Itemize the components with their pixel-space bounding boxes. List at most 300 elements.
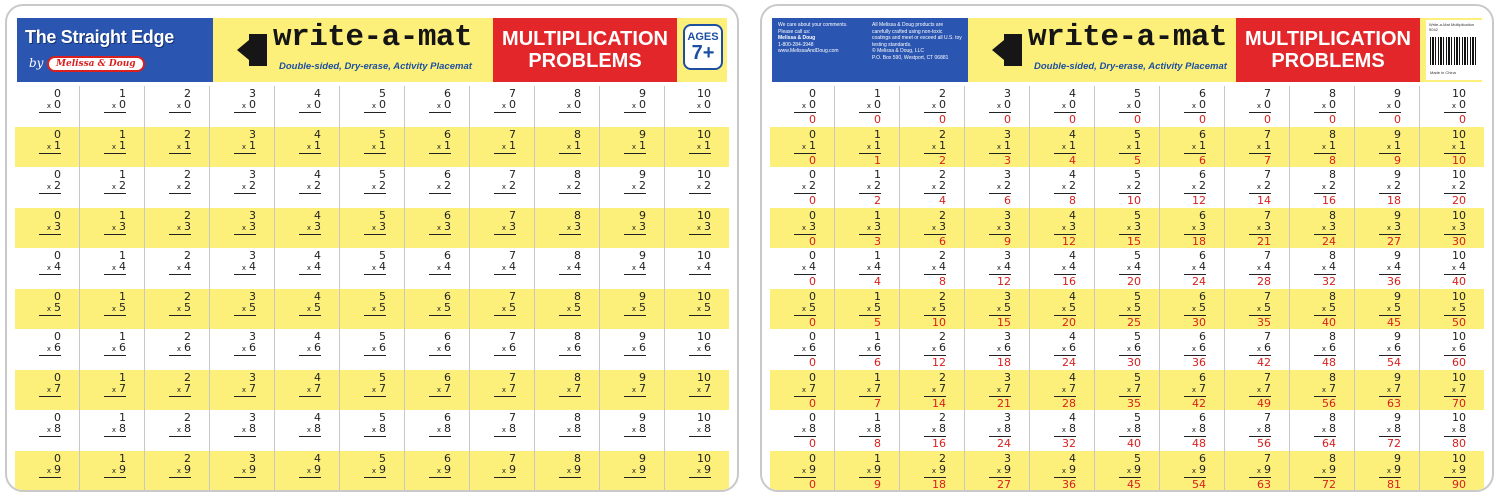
times-sign: x [46,426,51,434]
product-answer: 0 [809,275,816,288]
multiplicand: 6 [1199,370,1206,384]
times-sign: x [1061,223,1066,232]
problem-cell [405,289,470,330]
multiplicand: 7 [509,330,516,343]
times-sign: x [566,223,571,232]
multiplication-problem [1314,169,1336,206]
multiplication-problem [689,412,711,437]
product-answer: 40 [1322,315,1336,329]
multiplicand: 1 [874,370,881,384]
times-sign: x [501,264,506,272]
multiplier: 0 [1459,98,1466,111]
multiplier-line [169,342,191,356]
product-answer: 80 [1452,437,1466,450]
multiplier-line [104,383,126,397]
multiplier-line [689,302,711,316]
multiplier-line [689,423,711,437]
times-sign: x [1126,426,1131,434]
multiplier-line [39,140,61,154]
multiplicand: 0 [54,87,61,100]
multiplier: 5 [574,300,581,314]
times-sign: x [696,466,701,475]
times-sign: x [1061,304,1066,313]
problem-cell [210,289,275,330]
times-sign: x [1256,426,1261,434]
multiplication-problem [1249,372,1271,409]
multiplication-problem [1314,291,1336,328]
multiplier-line [1379,383,1401,397]
problem-cell [145,329,210,370]
multiplication-problem [234,372,256,397]
problem-cell [15,248,80,289]
melissa-doug-logo-small: Melissa & Doug [778,35,816,41]
problem-cell [80,451,145,492]
times-sign: x [241,264,246,272]
times-sign: x [436,304,441,313]
product-answer: 35 [1127,396,1141,410]
product-answer: 32 [1062,437,1076,450]
multiplicand: 10 [1452,168,1466,181]
multiplication-problem [624,291,646,316]
multiplier-line [234,180,256,194]
multiplier-line [1379,99,1401,113]
multiplicand: 8 [574,451,581,465]
multiplier-line [1379,302,1401,316]
multiplicand: 1 [874,451,881,465]
multiplier: 4 [314,260,321,273]
multiplier: 5 [939,300,946,314]
multiplier-line [689,99,711,113]
multiplier-line [104,99,126,113]
multiplication-problem [39,331,61,356]
multiplication-problem [39,169,61,194]
problem-cell [405,370,470,411]
barcode-icon [1430,37,1478,65]
times-sign: x [1321,142,1326,151]
multiplier: 7 [1394,381,1401,395]
multiplier: 6 [1394,341,1401,354]
multiplication-problem [794,331,816,368]
times-sign: x [111,426,116,434]
problem-cell [900,86,965,127]
product-answer: 30 [1452,234,1466,248]
multiplication-problem [989,372,1011,409]
product-answer: 40 [1452,275,1466,288]
multiplier: 8 [1004,422,1011,435]
multiplication-problem [1119,250,1141,287]
problem-cell [1225,167,1290,208]
multiplier: 2 [704,179,711,192]
problem-cell [1030,127,1095,168]
multiplication-problem [924,129,946,166]
product-answer: 0 [1134,113,1141,126]
multiplier: 4 [809,260,816,273]
multiplier-line [494,221,516,235]
multiplicand: 8 [1329,330,1336,343]
problem-cell [770,410,835,451]
multiplier-line [1444,221,1466,235]
multiplier: 1 [939,138,946,152]
product-answer: 0 [1199,113,1206,126]
product-answer: 18 [1387,194,1401,207]
multiplier: 9 [1069,462,1076,476]
multiplicand: 9 [639,289,646,303]
times-sign: x [1451,426,1456,434]
times-sign: x [1191,142,1196,151]
problem-cell [15,167,80,208]
product-answer: 12 [997,275,1011,288]
multiplier: 5 [1264,300,1271,314]
multiplier-line [1444,342,1466,356]
multiplicand: 0 [54,289,61,303]
product-answer: 16 [1062,275,1076,288]
multiplication-problem [234,331,256,356]
times-sign: x [866,345,871,353]
times-sign: x [501,345,506,353]
times-sign: x [1386,223,1391,232]
multiplication-problem [169,250,191,275]
multiplication-problem [1119,88,1141,125]
multiplicand: 10 [1452,370,1466,384]
multiplicand: 1 [119,249,126,262]
multiplier: 0 [639,98,646,111]
multiplier-line [1314,221,1336,235]
problem-cell [470,208,535,249]
product-answer: 48 [1192,437,1206,450]
multiplier-line [494,383,516,397]
multiplicand: 9 [639,208,646,222]
multiplication-problem [689,129,711,154]
multiplication-problem [169,210,191,235]
multiplier: 1 [809,138,816,152]
multiplier: 2 [184,179,191,192]
product-answer: 56 [1257,437,1271,450]
multiplication-problem [794,372,816,409]
multiplicand: 3 [1004,411,1011,424]
times-sign: x [1126,345,1131,353]
multiplier: 6 [939,341,946,354]
multiplicand: 0 [54,451,61,465]
times-sign: x [1321,385,1326,394]
problem-cell [1225,208,1290,249]
multiplicand: 7 [509,168,516,181]
times-sign: x [241,385,246,394]
phone-number: 1-800-284-3948 [778,41,814,48]
multiplicand: 10 [697,249,711,262]
multiplicand: 0 [54,249,61,262]
multiplication-problem [169,412,191,437]
problem-cell [1355,370,1420,411]
times-sign: x [1126,466,1131,475]
multiplier: 2 [639,179,646,192]
multiplicand: 2 [184,127,191,141]
times-sign: x [1061,183,1066,191]
product-answer: 0 [1459,113,1466,126]
times-sign: x [696,426,701,434]
times-sign: x [436,466,441,475]
times-sign: x [46,264,51,272]
multiplication-problem [624,250,646,275]
problem-cell [665,167,729,208]
product-answer: 7 [874,396,881,410]
times-sign: x [1191,183,1196,191]
multiplicand: 9 [639,411,646,424]
times-sign: x [566,466,571,475]
multiplication-problem [429,250,451,275]
multiplier-line [1379,180,1401,194]
problem-cell [1030,410,1095,451]
multiplier: 0 [704,98,711,111]
times-sign: x [241,183,246,191]
multiplier-line [1249,302,1271,316]
multiplier: 9 [704,462,711,476]
multiplier-line [299,342,321,356]
problem-cell [770,167,835,208]
times-sign: x [931,426,936,434]
multiplicand: 0 [809,208,816,222]
multiplicand: 5 [379,87,386,100]
multiplier-line [39,464,61,478]
multiplicand: 10 [1452,330,1466,343]
multiplication-problem [1054,331,1076,368]
product-answer: 20 [1127,275,1141,288]
times-sign: x [46,345,51,353]
multiplication-problem [1444,210,1466,247]
multiplication-problem [1249,412,1271,449]
problem-cell [145,410,210,451]
times-sign: x [371,385,376,394]
problem-cell [665,410,729,451]
multiplier: 2 [119,179,126,192]
multiplier: 5 [1329,300,1336,314]
times-sign: x [306,223,311,232]
problem-cell [1160,86,1225,127]
problem-cell [275,167,340,208]
multiplicand: 10 [697,289,711,303]
multiplication-problem [429,88,451,113]
times-sign: x [501,223,506,232]
multiplier: 5 [379,300,386,314]
multiplier-line [559,302,581,316]
multiplication-problem [234,210,256,235]
multiplication-problem [689,453,711,478]
multiplicand: 10 [1452,451,1466,465]
multiplication-problem [859,291,881,328]
multiplication-problem [559,250,581,275]
multiplicand: 7 [1264,249,1271,262]
multiplicand: 8 [574,289,581,303]
multiplier-line [1184,261,1206,275]
multiplier-line [1119,464,1141,478]
multiplier-line [1054,221,1076,235]
multiplier-line [364,342,386,356]
product-answer: 9 [874,477,881,491]
problem-row [15,370,729,411]
times-sign: x [566,102,571,110]
problem-cell [1030,329,1095,370]
multiplier: 8 [874,422,881,435]
info-box [772,18,968,82]
product-subtitle: Double-sided, Dry-erase, Activity Placemat [1034,61,1227,72]
problem-cell [15,410,80,451]
problem-cell [1030,248,1095,289]
ages-value: 7+ [691,42,715,64]
multiplier: 8 [1134,422,1141,435]
product-answer: 0 [809,437,816,450]
multiplication-problem [234,129,256,154]
problem-row [15,248,729,289]
multiplier: 1 [1004,138,1011,152]
problem-grid-back [770,86,1484,491]
problem-cell [1420,86,1484,127]
multiplier: 8 [1069,422,1076,435]
multiplier-line [104,464,126,478]
multiplier-line [299,261,321,275]
times-sign: x [1256,142,1261,151]
multiplier: 0 [574,98,581,111]
times-sign: x [801,345,806,353]
multiplier-line [924,180,946,194]
multiplier-line [859,99,881,113]
problem-cell [665,329,729,370]
multiplicand: 0 [809,451,816,465]
problem-row [770,451,1484,492]
multiplicand: 7 [1264,411,1271,424]
multiplication-problem [39,453,61,478]
multiplier-line [1054,180,1076,194]
multiplicand: 7 [509,208,516,222]
problem-cell [535,167,600,208]
multiplier: 5 [639,300,646,314]
problem-row [770,86,1484,127]
multiplication-problem [1249,331,1271,368]
multiplicand: 9 [1394,451,1401,465]
multiplier: 1 [1199,138,1206,152]
problem-cell [15,289,80,330]
multiplicand: 10 [1452,289,1466,303]
times-sign: x [241,223,246,232]
multiplier: 3 [1069,219,1076,233]
problem-cell [405,410,470,451]
multiplier: 6 [1134,341,1141,354]
multiplicand: 4 [314,208,321,222]
problem-cell [900,329,965,370]
multiplier-line [1249,180,1271,194]
multiplier-line [1249,140,1271,154]
multiplicand: 7 [509,249,516,262]
multiplication-problem [234,169,256,194]
multiplier: 4 [574,260,581,273]
multiplier: 3 [119,219,126,233]
problem-cell [15,208,80,249]
safety-info [872,22,962,61]
multiplier-line [859,221,881,235]
multiplier-line [234,342,256,356]
multiplication-problem [859,453,881,490]
product-answer: 0 [1069,113,1076,126]
multiplication-problem [1184,331,1206,368]
multiplication-problem [494,250,516,275]
product-answer: 48 [1322,356,1336,369]
multiplier: 3 [874,219,881,233]
times-sign: x [631,102,636,110]
multiplier-line [39,423,61,437]
times-sign: x [1126,264,1131,272]
multiplication-problem [299,412,321,437]
product-answer: 45 [1387,315,1401,329]
multiplier-line [924,423,946,437]
times-sign: x [111,142,116,151]
times-sign: x [1061,466,1066,475]
multiplier-line [1444,464,1466,478]
problem-cell [965,208,1030,249]
multiplication-problem [1184,453,1206,490]
multiplication-problem [1379,412,1401,449]
multiplier: 2 [54,179,61,192]
multiplication-problem [559,210,581,235]
multiplicand: 7 [1264,87,1271,100]
multiplication-problem [299,129,321,154]
product-answer: 16 [1322,194,1336,207]
product-answer: 81 [1387,477,1401,491]
problem-cell [835,329,900,370]
times-sign: x [801,264,806,272]
multiplicand: 4 [314,249,321,262]
times-sign: x [1451,345,1456,353]
multiplier: 5 [1004,300,1011,314]
times-sign: x [241,102,246,110]
problem-cell [600,289,665,330]
multiplier-line [1054,383,1076,397]
multiplier: 5 [1069,300,1076,314]
times-sign: x [1191,102,1196,110]
multiplier: 2 [1264,179,1271,192]
multiplication-problem [1184,169,1206,206]
multiplier-line [169,383,191,397]
problem-cell [1225,329,1290,370]
product-answer: 21 [1257,234,1271,248]
multiplicand: 1 [874,249,881,262]
multiplier-line [989,383,1011,397]
multiplication-problem [104,453,126,478]
multiplier-line [624,180,646,194]
multiplication-problem [429,129,451,154]
multiplicand: 8 [574,411,581,424]
times-sign: x [1451,183,1456,191]
multiplier-line [859,140,881,154]
times-sign: x [306,385,311,394]
multiplication-problem [429,210,451,235]
multiplicand: 2 [184,249,191,262]
multiplicand: 5 [379,127,386,141]
problem-cell [770,127,835,168]
times-sign: x [1256,264,1261,272]
problem-cell [15,370,80,411]
multiplier-line [1444,140,1466,154]
multiplicand: 1 [119,127,126,141]
multiplier: 3 [314,219,321,233]
multiplicand: 8 [1329,208,1336,222]
multiplier: 5 [54,300,61,314]
multiplicand: 5 [1134,330,1141,343]
multiplier: 1 [1264,138,1271,152]
times-sign: x [176,304,181,313]
barcode-text: Write-a-Mat Multiplication 5042 [1429,22,1475,32]
times-sign: x [1451,264,1456,272]
multiplier-line [989,221,1011,235]
product-answer: 90 [1452,477,1466,491]
times-sign: x [631,304,636,313]
